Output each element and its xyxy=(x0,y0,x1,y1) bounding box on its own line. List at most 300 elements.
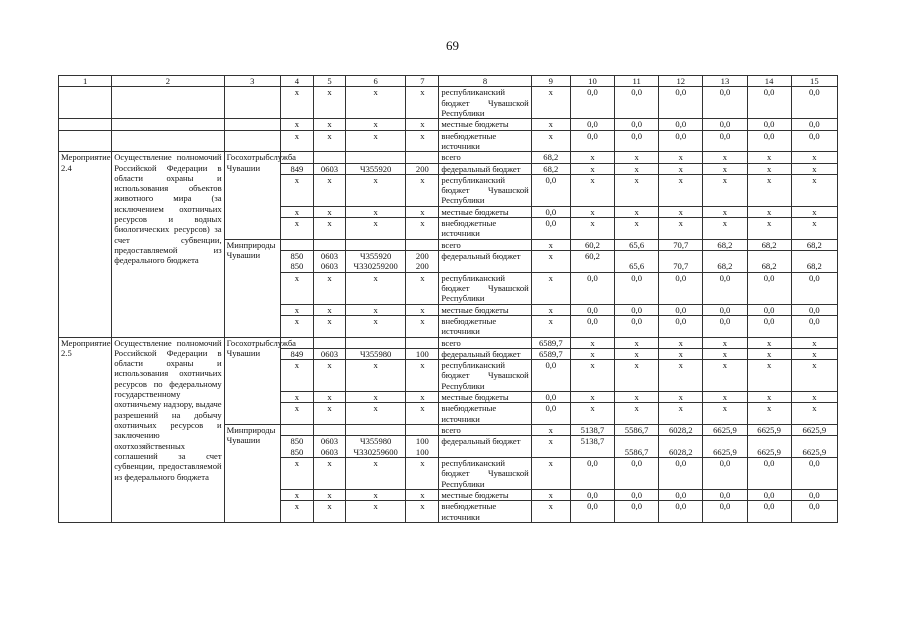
table-cell: х xyxy=(406,174,439,206)
table-cell: х xyxy=(615,218,659,240)
column-number: 15 xyxy=(791,76,837,87)
table-cell: 0,0 xyxy=(615,272,659,304)
table-cell: х xyxy=(615,392,659,403)
table-cell: х xyxy=(346,403,406,425)
table-cell: х xyxy=(280,130,313,152)
column-number: 12 xyxy=(659,76,703,87)
table-cell: всего xyxy=(439,152,531,163)
table-cell: х xyxy=(346,501,406,523)
table-cell: х xyxy=(747,337,791,348)
table-cell: х xyxy=(747,152,791,163)
table-cell: х xyxy=(313,119,345,130)
table-cell: х xyxy=(791,206,837,217)
table-cell: 200 xyxy=(406,163,439,174)
table-cell: х xyxy=(703,152,747,163)
table-cell: х xyxy=(280,489,313,500)
table-cell: х xyxy=(703,206,747,217)
table-cell: х xyxy=(531,501,570,523)
table-cell: х xyxy=(791,360,837,392)
table-cell: 0,0 xyxy=(703,457,747,489)
table-cell: республиканский бюджет Чувашской Республики xyxy=(439,457,531,489)
table-cell: х xyxy=(570,163,614,174)
table-cell: 0,0 xyxy=(791,315,837,337)
table-cell: х xyxy=(659,403,703,425)
table-cell: х xyxy=(346,218,406,240)
table-cell: х xyxy=(703,348,747,359)
table-cell: 0,0 xyxy=(531,360,570,392)
table-cell: х xyxy=(406,392,439,403)
table-cell: 70,7 xyxy=(659,251,703,273)
table-cell: х xyxy=(791,337,837,348)
table-cell: 0,0 xyxy=(747,304,791,315)
table-cell: 68,2 xyxy=(531,163,570,174)
table-cell: 0,0 xyxy=(747,501,791,523)
table-cell: всего xyxy=(439,337,531,348)
table-cell: 0,0 xyxy=(570,119,614,130)
table-cell: 0,0 xyxy=(570,272,614,304)
table-cell xyxy=(406,239,439,250)
table-cell: х xyxy=(703,218,747,240)
table-cell: х xyxy=(531,239,570,250)
table-cell: х xyxy=(747,174,791,206)
empty-cell xyxy=(224,130,280,152)
table-cell: х xyxy=(313,392,345,403)
table-cell: х xyxy=(406,315,439,337)
table-cell: 0,0 xyxy=(615,130,659,152)
table-cell: х xyxy=(346,87,406,119)
table-cell: 0,0 xyxy=(531,392,570,403)
table-cell: х xyxy=(280,218,313,240)
table-cell: х xyxy=(615,403,659,425)
table-cell: 0,0 xyxy=(791,501,837,523)
table-cell: Ч355980 Ч330259600 xyxy=(346,436,406,458)
measure-description: Осуществление полномочий Российской Федерации в области охраны и использования охотничьих ресурсов по федеральному государственному охотничьему надзору, выдаче разрешений на добычу охотничьих ресурсов и заключению охотхозяйственных соглашений за счет субвенции, предоставляемой из федерального бюджета xyxy=(112,337,224,522)
column-number: 3 xyxy=(224,76,280,87)
table-cell: х xyxy=(615,337,659,348)
table-cell: 0,0 xyxy=(747,272,791,304)
table-cell: местные бюджеты xyxy=(439,119,531,130)
table-cell: республиканский бюджет Чувашской Республики xyxy=(439,272,531,304)
table-cell: 0,0 xyxy=(570,501,614,523)
table-cell xyxy=(346,239,406,250)
table-cell xyxy=(346,425,406,436)
table-cell: х xyxy=(615,206,659,217)
table-cell: 0,0 xyxy=(791,119,837,130)
table-cell: х xyxy=(531,489,570,500)
table-cell: х xyxy=(313,315,345,337)
table-cell: 0,0 xyxy=(570,130,614,152)
table-cell: 65,6 xyxy=(615,239,659,250)
table-cell: х xyxy=(747,163,791,174)
table-cell: 0,0 xyxy=(659,272,703,304)
table-cell: х xyxy=(659,392,703,403)
table-cell: х xyxy=(280,360,313,392)
table-cell: х xyxy=(570,174,614,206)
table-row xyxy=(59,130,838,152)
table-cell: 0,0 xyxy=(791,87,837,119)
table-cell: х xyxy=(570,348,614,359)
table-cell: х xyxy=(703,163,747,174)
table-cell: 0603 0603 xyxy=(313,251,345,273)
table-cell: 0,0 xyxy=(615,119,659,130)
table-cell: х xyxy=(747,218,791,240)
table-cell: х xyxy=(531,251,570,273)
table-cell: 849 xyxy=(280,348,313,359)
table-cell: 100 xyxy=(406,348,439,359)
table-cell: 5586,7 xyxy=(615,425,659,436)
table-cell: 0,0 xyxy=(791,489,837,500)
table-cell: 0,0 xyxy=(570,87,614,119)
table-cell: 0,0 xyxy=(615,501,659,523)
table-cell: х xyxy=(703,403,747,425)
table-cell: х xyxy=(747,403,791,425)
table-cell: х xyxy=(659,360,703,392)
table-cell: х xyxy=(406,130,439,152)
table-cell: х xyxy=(615,360,659,392)
table-cell: 0,0 xyxy=(659,87,703,119)
measure-description: Осуществление полномочий Российской Федерации в области охраны и использования объектов животного мира (за исключением охотничьих ресурсов и водных биологических ресурсов) за счет субвенции, предоставляемой из федерального бюджета xyxy=(112,152,224,337)
table-cell: 68,2 xyxy=(747,239,791,250)
table-cell: 0,0 xyxy=(659,119,703,130)
table-cell: 0,0 xyxy=(659,489,703,500)
empty-cell xyxy=(112,130,224,152)
table-cell: 0,0 xyxy=(615,87,659,119)
table-cell: х xyxy=(406,206,439,217)
table-cell: 0603 xyxy=(313,163,345,174)
table-cell: х xyxy=(570,206,614,217)
table-cell: 6625,9 xyxy=(703,425,747,436)
column-number: 6 xyxy=(346,76,406,87)
table-cell: х xyxy=(659,348,703,359)
column-number: 2 xyxy=(112,76,224,87)
table-cell: внебюджетные источники xyxy=(439,501,531,523)
table-row xyxy=(59,119,838,130)
table-cell: 0,0 xyxy=(791,304,837,315)
table-cell: х xyxy=(280,403,313,425)
column-number: 10 xyxy=(570,76,614,87)
table-cell: 6028,2 xyxy=(659,436,703,458)
table-cell: х xyxy=(313,87,345,119)
table-cell: 0,0 xyxy=(531,403,570,425)
table-cell: х xyxy=(346,272,406,304)
table-cell: местные бюджеты xyxy=(439,489,531,500)
table-cell: х xyxy=(280,272,313,304)
table-cell: 0,0 xyxy=(703,272,747,304)
table-cell: х xyxy=(703,392,747,403)
budget-table xyxy=(58,75,838,523)
table-cell: х xyxy=(531,272,570,304)
table-row xyxy=(59,337,838,348)
table-cell: х xyxy=(615,152,659,163)
table-cell: х xyxy=(406,218,439,240)
table-cell: х xyxy=(615,348,659,359)
table-cell: 0,0 xyxy=(747,489,791,500)
column-number: 4 xyxy=(280,76,313,87)
table-cell: х xyxy=(280,174,313,206)
table-row xyxy=(59,87,838,119)
table-cell: 5138,7 xyxy=(570,436,614,458)
column-number: 5 xyxy=(313,76,345,87)
table-cell: х xyxy=(313,206,345,217)
table-cell: х xyxy=(659,218,703,240)
table-cell xyxy=(406,152,439,163)
table-cell: х xyxy=(615,163,659,174)
table-cell xyxy=(313,425,345,436)
page-number: 69 xyxy=(446,38,459,53)
table-cell: Ч355920 xyxy=(346,163,406,174)
empty-cell xyxy=(224,87,280,119)
table-cell: 0,0 xyxy=(570,457,614,489)
table-cell: х xyxy=(570,392,614,403)
table-cell: х xyxy=(703,174,747,206)
table-cell: х xyxy=(346,392,406,403)
column-number: 9 xyxy=(531,76,570,87)
table-cell: х xyxy=(280,315,313,337)
table-cell: х xyxy=(659,163,703,174)
table-cell: х xyxy=(659,174,703,206)
table-cell: х xyxy=(747,360,791,392)
empty-cell xyxy=(224,119,280,130)
table-cell: 68,2 xyxy=(791,251,837,273)
table-cell: х xyxy=(747,392,791,403)
table-cell: х xyxy=(313,174,345,206)
table-cell: 0,0 xyxy=(570,489,614,500)
table-cell: местные бюджеты xyxy=(439,392,531,403)
table-cell: х xyxy=(280,457,313,489)
column-number: 8 xyxy=(439,76,531,87)
table-cell: х xyxy=(747,348,791,359)
table-row xyxy=(59,152,838,163)
column-number: 7 xyxy=(406,76,439,87)
table-cell: всего xyxy=(439,425,531,436)
table-cell: х xyxy=(406,489,439,500)
table-cell: х xyxy=(346,360,406,392)
table-cell: х xyxy=(313,457,345,489)
table-cell: х xyxy=(313,489,345,500)
table-cell: х xyxy=(570,337,614,348)
table-cell: х xyxy=(406,87,439,119)
table-cell xyxy=(313,337,345,348)
table-cell: 0,0 xyxy=(615,457,659,489)
measure-code: Мероприятие 2.4 xyxy=(59,152,112,337)
table-cell: 0,0 xyxy=(747,315,791,337)
table-cell: федеральный бюджет xyxy=(439,163,531,174)
table-cell: 5138,7 xyxy=(570,425,614,436)
table-cell: х xyxy=(313,272,345,304)
table-cell: внебюджетные источники xyxy=(439,218,531,240)
table-cell: х xyxy=(791,218,837,240)
table-cell: 0,0 xyxy=(703,119,747,130)
table-cell: х xyxy=(346,119,406,130)
column-number: 13 xyxy=(703,76,747,87)
table-cell: х xyxy=(531,87,570,119)
table-cell: 850 850 xyxy=(280,251,313,273)
table-cell: федеральный бюджет xyxy=(439,436,531,458)
empty-cell xyxy=(59,130,112,152)
table-cell: х xyxy=(406,119,439,130)
table-cell: х xyxy=(531,130,570,152)
table-cell: 6589,7 xyxy=(531,337,570,348)
table-cell: 0,0 xyxy=(747,457,791,489)
table-cell: х xyxy=(531,119,570,130)
table-cell: х xyxy=(531,457,570,489)
table-cell: х xyxy=(659,152,703,163)
table-cell xyxy=(346,152,406,163)
table-cell: х xyxy=(570,403,614,425)
table-cell xyxy=(406,425,439,436)
table-cell: х xyxy=(406,501,439,523)
table-cell: х xyxy=(615,174,659,206)
table-cell: 6028,2 xyxy=(659,425,703,436)
table-cell: х xyxy=(570,360,614,392)
table-cell: х xyxy=(531,425,570,436)
table-cell: 6625,9 xyxy=(791,425,837,436)
table-cell: х xyxy=(703,360,747,392)
table-cell: х xyxy=(659,337,703,348)
empty-cell xyxy=(112,87,224,119)
table-cell: 60,2 xyxy=(570,251,614,273)
table-cell: 0,0 xyxy=(659,130,703,152)
table-cell: 0,0 xyxy=(615,304,659,315)
table-cell: х xyxy=(791,392,837,403)
table-cell: 100 100 xyxy=(406,436,439,458)
table-cell: Ч355920 Ч330259200 xyxy=(346,251,406,273)
table-cell: 6625,9 xyxy=(791,436,837,458)
table-cell: внебюджетные источники xyxy=(439,403,531,425)
table-cell: 6625,9 xyxy=(703,436,747,458)
table-cell: республиканский бюджет Чувашской Республики xyxy=(439,174,531,206)
table-cell: х xyxy=(313,403,345,425)
table-cell: республиканский бюджет Чувашской Республики xyxy=(439,360,531,392)
table-cell: х xyxy=(659,206,703,217)
executor-name: Госохотрыбслужба Чувашии xyxy=(224,152,280,240)
table-cell: х xyxy=(791,163,837,174)
table-cell: 6625,9 xyxy=(747,436,791,458)
table-cell: 0,0 xyxy=(703,87,747,119)
table-cell: местные бюджеты xyxy=(439,206,531,217)
table-cell: х xyxy=(406,304,439,315)
table-cell: 0,0 xyxy=(703,489,747,500)
table-cell xyxy=(313,152,345,163)
table-cell: х xyxy=(570,152,614,163)
table-cell: х xyxy=(346,315,406,337)
table-cell: х xyxy=(570,218,614,240)
table-cell: х xyxy=(531,436,570,458)
table-cell: 0,0 xyxy=(747,87,791,119)
table-cell: х xyxy=(346,206,406,217)
table-cell: 68,2 xyxy=(747,251,791,273)
table-cell: х xyxy=(280,87,313,119)
table-cell: 60,2 xyxy=(570,239,614,250)
table-cell: х xyxy=(280,392,313,403)
table-cell: 0,0 xyxy=(791,130,837,152)
executor-name: Госохотрыбслужба Чувашии xyxy=(224,337,280,425)
table-cell: всего xyxy=(439,239,531,250)
table-cell: х xyxy=(313,130,345,152)
table-cell: х xyxy=(531,315,570,337)
empty-cell xyxy=(59,119,112,130)
table-cell: х xyxy=(346,457,406,489)
table-cell: 0,0 xyxy=(659,304,703,315)
table-cell: х xyxy=(280,119,313,130)
table-cell: 68,2 xyxy=(791,239,837,250)
table-cell: 0,0 xyxy=(659,501,703,523)
table-cell: 0,0 xyxy=(570,304,614,315)
table-cell: 0,0 xyxy=(615,315,659,337)
table-cell: х xyxy=(313,360,345,392)
table-cell: х xyxy=(280,501,313,523)
table-cell: 65,6 xyxy=(615,251,659,273)
empty-cell xyxy=(112,119,224,130)
table-cell: 0603 xyxy=(313,348,345,359)
table-cell: х xyxy=(747,206,791,217)
table-cell: 0,0 xyxy=(791,457,837,489)
measure-code: Мероприятие 2.5 xyxy=(59,337,112,522)
table-cell: 849 xyxy=(280,163,313,174)
table-cell: х xyxy=(280,206,313,217)
table-cell: х xyxy=(406,360,439,392)
table-cell: Ч355980 xyxy=(346,348,406,359)
table-cell: 68,2 xyxy=(703,239,747,250)
table-cell: х xyxy=(406,403,439,425)
table-cell: 0,0 xyxy=(791,272,837,304)
table-cell: 0,0 xyxy=(747,119,791,130)
table-cell: 0,0 xyxy=(570,315,614,337)
table-cell: 0,0 xyxy=(531,174,570,206)
table-cell: х xyxy=(406,272,439,304)
table-cell xyxy=(346,337,406,348)
table-cell: 0,0 xyxy=(703,130,747,152)
table-cell: х xyxy=(791,348,837,359)
table-cell: внебюджетные источники xyxy=(439,315,531,337)
table-cell: 0,0 xyxy=(659,315,703,337)
table-cell: 0,0 xyxy=(703,501,747,523)
table-cell: х xyxy=(791,152,837,163)
executor-name: Минприроды Чувашии xyxy=(224,239,280,337)
table-cell: х xyxy=(346,174,406,206)
table-cell: х xyxy=(791,174,837,206)
table-cell: 0,0 xyxy=(531,206,570,217)
table-cell xyxy=(280,239,313,250)
table-cell: 0,0 xyxy=(703,304,747,315)
column-number-row xyxy=(59,76,838,87)
column-number: 1 xyxy=(59,76,112,87)
table-cell: федеральный бюджет xyxy=(439,251,531,273)
table-cell: федеральный бюджет xyxy=(439,348,531,359)
table-cell: х xyxy=(531,304,570,315)
table-cell xyxy=(406,337,439,348)
column-number: 11 xyxy=(615,76,659,87)
table-cell: 0,0 xyxy=(615,489,659,500)
table-cell: 0,0 xyxy=(703,315,747,337)
table-cell xyxy=(313,239,345,250)
table-cell: х xyxy=(313,501,345,523)
table-cell: 0603 0603 xyxy=(313,436,345,458)
table-cell: 68,2 xyxy=(703,251,747,273)
table-cell: х xyxy=(313,304,345,315)
table-cell: х xyxy=(280,304,313,315)
table-cell: 70,7 xyxy=(659,239,703,250)
table-cell: х xyxy=(703,337,747,348)
table-cell: 6625,9 xyxy=(747,425,791,436)
table-cell: х xyxy=(406,457,439,489)
table-cell: 5586,7 xyxy=(615,436,659,458)
table-cell: республиканский бюджет Чувашской Республики xyxy=(439,87,531,119)
table-cell xyxy=(280,425,313,436)
empty-cell xyxy=(59,87,112,119)
table-cell: х xyxy=(346,489,406,500)
executor-name: Минприроды Чувашии xyxy=(224,425,280,523)
